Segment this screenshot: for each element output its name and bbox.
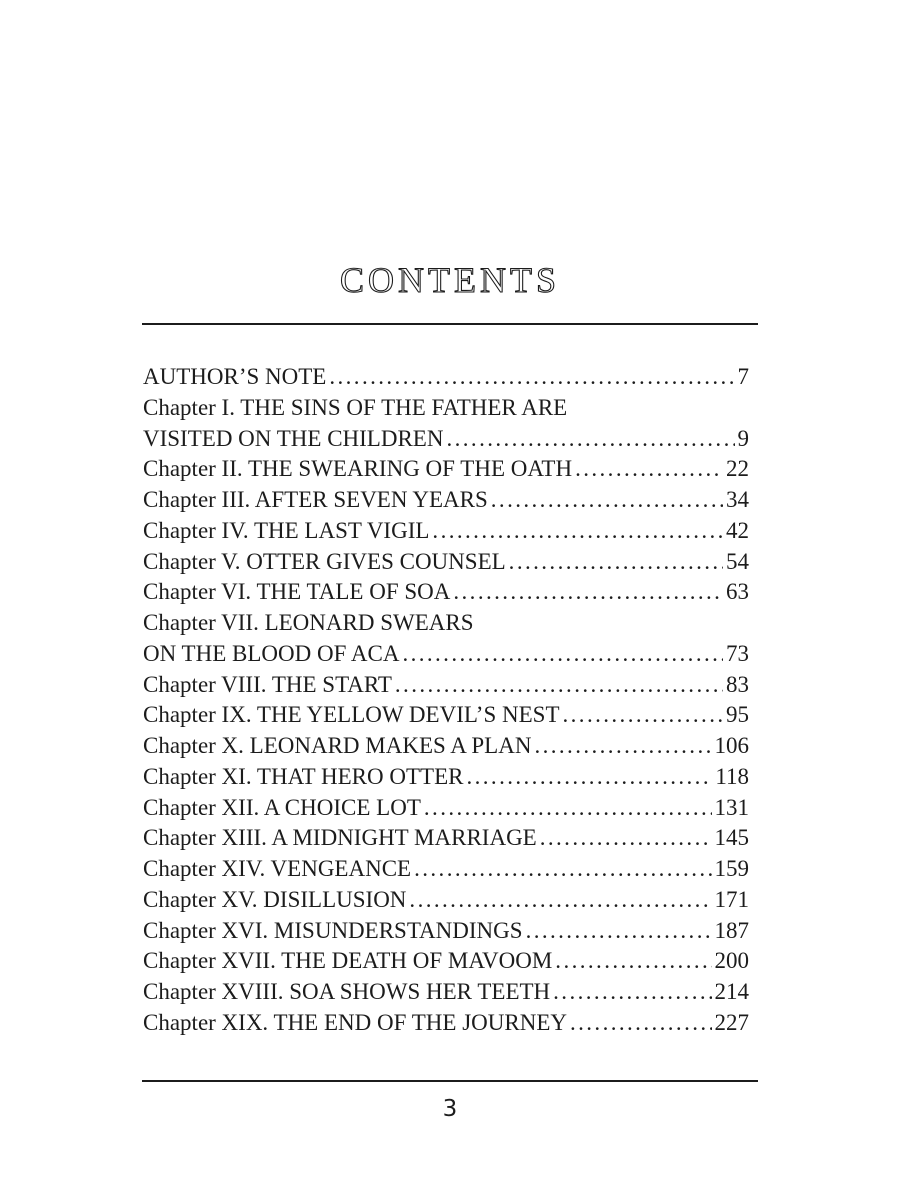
toc-entry[interactable] [143, 454, 749, 485]
toc-entry-page-number: 145 [714, 825, 749, 851]
toc-entry-title: Chapter XVII. THE DEATH OF MAVOOM [143, 948, 553, 974]
toc-entry-page-number: 214 [714, 979, 749, 1004]
toc-entry[interactable] [143, 731, 749, 762]
toc-entry[interactable] [143, 885, 749, 916]
dot-leader [395, 670, 723, 701]
dot-leader [402, 639, 723, 670]
toc-entry[interactable] [143, 608, 749, 670]
page-number: 3 [442, 1096, 458, 1122]
toc-entry-title-line: Chapter VII. LEONARD SWEARS [143, 610, 474, 635]
toc-entry[interactable] [143, 547, 749, 578]
dot-leader [553, 977, 711, 1008]
top-divider [142, 323, 758, 325]
dot-leader [540, 823, 712, 854]
toc-entry-page-number: 7 [737, 364, 749, 389]
toc-entry[interactable] [143, 823, 749, 854]
dot-leader [453, 577, 723, 608]
toc-entry[interactable] [143, 670, 749, 701]
toc-entry-title: Chapter XIII. A MIDNIGHT MARRIAGE [143, 825, 537, 851]
toc-entry[interactable] [143, 516, 749, 547]
toc-entry[interactable] [143, 485, 749, 516]
dot-leader [409, 885, 711, 916]
toc-entry[interactable] [143, 1008, 749, 1039]
dot-leader [424, 793, 712, 824]
toc-entry-page-number: 22 [726, 456, 749, 482]
toc-entry-title: VISITED ON THE CHILDREN [143, 425, 444, 451]
toc-entry-title: Chapter XVIII. SOA SHOWS HER TEETH [143, 979, 551, 1004]
dot-leader [526, 916, 712, 947]
toc-entry[interactable] [143, 762, 749, 793]
toc-entry-page-number: 54 [726, 548, 749, 574]
toc-entry-page-number: 118 [715, 763, 749, 789]
toc-entry-title: Chapter XV. DISILLUSION [143, 886, 407, 912]
toc-entry-page-number: 9 [737, 425, 749, 451]
toc-entry-page-number: 73 [726, 640, 749, 666]
toc-entry[interactable] [143, 362, 749, 393]
bottom-divider [142, 1080, 758, 1082]
toc-entry-page-number: 42 [726, 517, 749, 543]
toc-entry-title: Chapter IX. THE YELLOW DEVIL’S NEST [143, 702, 560, 728]
toc-entry-page-number: 159 [714, 856, 749, 881]
toc-entry-page-number: 63 [726, 579, 749, 605]
toc-entry-title: Chapter VI. THE TALE OF SOA [143, 579, 451, 605]
toc-entry[interactable] [143, 977, 749, 1008]
dot-leader [414, 854, 711, 885]
toc-entry-title-line: Chapter I. THE SINS OF THE FATHER ARE [143, 394, 568, 420]
dot-leader [466, 762, 712, 793]
page-title: CONTENTS [340, 260, 560, 300]
toc-entry-title: Chapter XIX. THE END OF THE JOURNEY [143, 1009, 567, 1035]
toc-entry[interactable] [143, 854, 749, 885]
toc-entry-title: Chapter XII. A CHOICE LOT [143, 794, 421, 820]
dot-leader [432, 516, 723, 547]
dot-leader [555, 946, 711, 977]
toc-entry-title: Chapter XIV. VENGEANCE [143, 856, 412, 881]
toc-entry-page-number: 227 [714, 1009, 749, 1035]
dot-leader [563, 700, 724, 731]
toc-entry[interactable] [143, 393, 749, 455]
toc-entry-title: Chapter XI. THAT HERO OTTER [143, 763, 464, 789]
toc-entry[interactable] [143, 916, 749, 947]
dot-leader [509, 547, 723, 578]
toc-entry-title: Chapter III. AFTER SEVEN YEARS [143, 487, 488, 512]
toc-entry[interactable] [143, 946, 749, 977]
toc-entry-title: Chapter IV. THE LAST VIGIL [143, 517, 430, 543]
dot-leader [570, 1008, 712, 1039]
toc-entry-page-number: 34 [726, 487, 749, 512]
toc-entry-page-number: 171 [714, 886, 749, 912]
toc-entry-title: AUTHOR’S NOTE [143, 364, 327, 389]
dot-leader [329, 362, 734, 393]
toc-entry-page-number: 200 [714, 948, 749, 974]
toc-entry-page-number: 83 [726, 671, 749, 697]
toc-entry[interactable] [143, 577, 749, 608]
toc-entry-title: Chapter X. LEONARD MAKES A PLAN [143, 733, 532, 758]
toc-entry-page-number: 95 [726, 702, 749, 728]
dot-leader [534, 731, 711, 762]
dot-leader [446, 424, 734, 455]
toc-entry-title: Chapter V. OTTER GIVES COUNSEL [143, 548, 506, 574]
toc-entry[interactable] [143, 700, 749, 731]
table-of-contents [143, 362, 749, 1039]
toc-entry-page-number: 131 [714, 794, 749, 820]
toc-entry[interactable] [143, 793, 749, 824]
dot-leader [575, 454, 723, 485]
toc-entry-title: Chapter II. THE SWEARING OF THE OATH [143, 456, 573, 482]
toc-entry-page-number: 187 [714, 917, 749, 943]
toc-entry-title: Chapter XVI. MISUNDERSTANDINGS [143, 917, 523, 943]
toc-entry-page-number: 106 [714, 733, 749, 758]
toc-entry-title: ON THE BLOOD OF ACA [143, 640, 400, 666]
toc-entry-title: Chapter VIII. THE START [143, 671, 392, 697]
dot-leader [491, 485, 723, 516]
